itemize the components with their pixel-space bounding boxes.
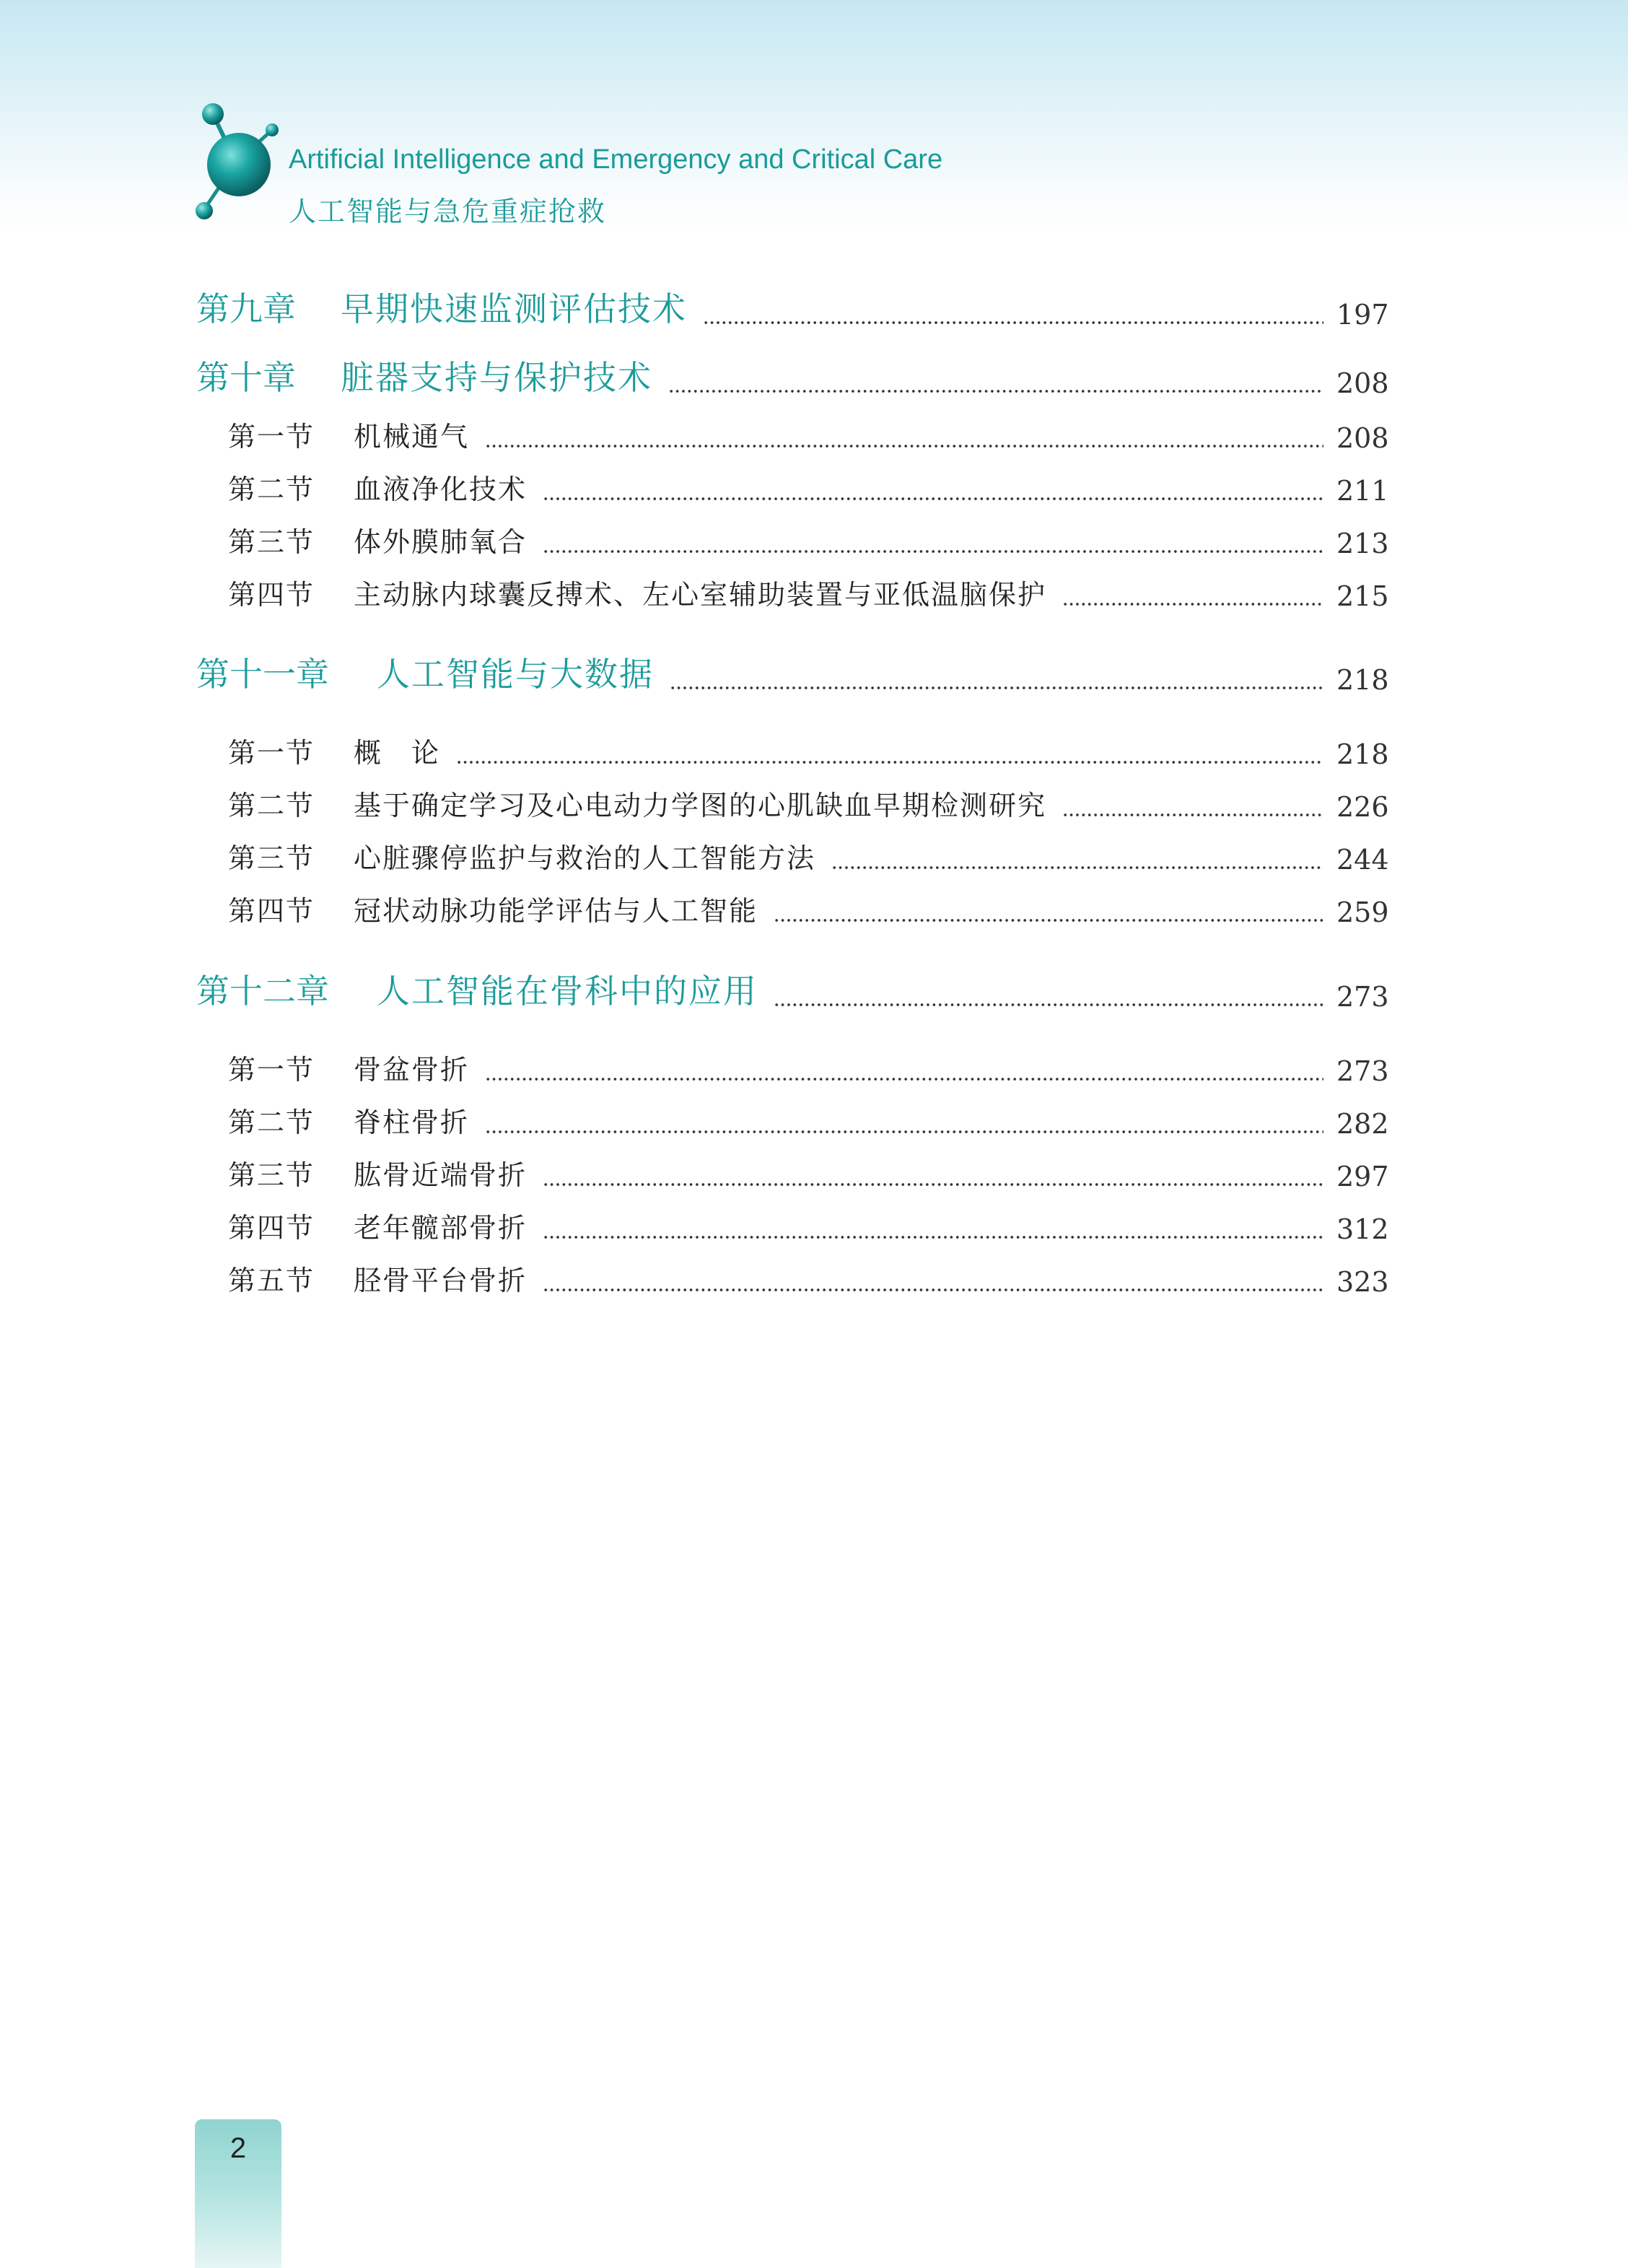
toc-chapter-10[interactable]	[196, 352, 1388, 399]
toc-section[interactable]	[228, 836, 1388, 876]
chapter-title: 脏器支持与保护技术	[341, 358, 652, 397]
chapter-title: 人工智能在骨科中的应用	[377, 972, 758, 1011]
page-number: 208	[1336, 367, 1389, 399]
page-number: 218	[1336, 738, 1389, 770]
dot-leader	[543, 549, 1323, 554]
section-title: 冠状动脉功能学评估与人工智能	[354, 895, 758, 927]
toc-chapter-9[interactable]	[196, 283, 1388, 331]
chapter-label: 第十二章	[196, 972, 329, 1011]
toc-section[interactable]	[228, 1205, 1388, 1245]
dot-leader	[670, 686, 1323, 690]
page-number: 226	[1336, 791, 1389, 823]
dot-leader	[1062, 813, 1323, 817]
dot-leader	[456, 760, 1323, 764]
page-number: 273	[1336, 1055, 1389, 1087]
dot-leader	[703, 320, 1323, 325]
dot-leader	[543, 1288, 1323, 1292]
page-number: 244	[1336, 844, 1389, 876]
molecule-icon	[184, 94, 292, 231]
page-number-tab	[195, 2119, 281, 2268]
section-title: 主动脉内球囊反搏术、左心室辅助装置与亚低温脑保护	[354, 579, 1047, 611]
section-label: 第二节	[228, 1107, 315, 1138]
dot-leader	[774, 918, 1323, 923]
dot-leader	[543, 497, 1323, 501]
toc-section[interactable]	[228, 572, 1388, 612]
toc-section[interactable]	[228, 467, 1388, 507]
toc-section[interactable]	[228, 1153, 1388, 1192]
toc-section[interactable]	[228, 414, 1388, 454]
chapter-label: 第十章	[196, 358, 296, 397]
page-number: 197	[1336, 299, 1389, 331]
page-number: 215	[1336, 580, 1389, 612]
page-number: 213	[1336, 528, 1389, 559]
chapter-label: 第十一章	[196, 655, 329, 694]
dot-leader	[485, 1130, 1323, 1134]
page-number: 323	[1336, 1266, 1389, 1298]
section-title: 骨盆骨折	[354, 1054, 470, 1086]
dot-leader	[543, 1182, 1323, 1187]
chapter-title: 早期快速监测评估技术	[341, 289, 687, 328]
section-title: 心脏骤停监护与救治的人工智能方法	[354, 842, 816, 874]
section-title: 老年髋部骨折	[354, 1212, 528, 1244]
section-title: 肱骨近端骨折	[354, 1159, 528, 1191]
section-label: 第三节	[228, 1159, 315, 1191]
toc-section[interactable]	[228, 1047, 1388, 1087]
section-label: 第四节	[228, 895, 315, 927]
toc-section[interactable]	[228, 889, 1388, 928]
toc-section[interactable]	[228, 1258, 1388, 1298]
chapter-title: 人工智能与大数据	[377, 655, 654, 694]
page-number: 259	[1336, 897, 1389, 928]
page-number: 312	[1336, 1213, 1389, 1245]
toc-chapter-12[interactable]	[196, 965, 1388, 1013]
page-number: 218	[1336, 664, 1389, 696]
page-number: 282	[1336, 1108, 1389, 1140]
page-number: 297	[1336, 1161, 1389, 1192]
dot-leader	[485, 444, 1323, 448]
toc-section[interactable]	[228, 520, 1388, 559]
toc-section[interactable]	[228, 730, 1388, 770]
section-label: 第一节	[228, 737, 315, 769]
page-number: 208	[1336, 422, 1389, 454]
dot-leader	[1062, 602, 1323, 606]
toc-section[interactable]	[228, 783, 1388, 823]
header-title-en: Artificial Intelligence and Emergency and Critical Care	[289, 144, 943, 175]
dot-leader	[831, 865, 1323, 870]
section-label: 第三节	[228, 842, 315, 874]
section-title: 概 论	[354, 737, 441, 769]
section-label: 第二节	[228, 474, 315, 505]
dot-leader	[543, 1235, 1323, 1239]
page-number: 273	[1336, 981, 1389, 1013]
page-number-footer: 2	[229, 2132, 247, 2164]
toc-chapter-11[interactable]	[196, 648, 1388, 696]
section-label: 第五节	[228, 1265, 315, 1296]
dot-leader	[485, 1077, 1323, 1081]
chapter-label: 第九章	[196, 289, 296, 328]
section-label: 第四节	[228, 579, 315, 611]
section-title: 脊柱骨折	[354, 1107, 470, 1138]
toc-section[interactable]	[228, 1100, 1388, 1140]
section-title: 机械通气	[354, 421, 470, 453]
section-label: 第一节	[228, 421, 315, 453]
section-title: 血液净化技术	[354, 474, 528, 505]
section-label: 第一节	[228, 1054, 315, 1086]
page-number: 211	[1336, 475, 1389, 507]
section-label: 第二节	[228, 790, 315, 821]
section-title: 基于确定学习及心电动力学图的心肌缺血早期检测研究	[354, 790, 1047, 821]
section-title: 胫骨平台骨折	[354, 1265, 528, 1296]
section-label: 第三节	[228, 526, 315, 558]
dot-leader	[668, 389, 1323, 393]
section-label: 第四节	[228, 1212, 315, 1244]
dot-leader	[774, 1003, 1323, 1007]
section-title: 体外膜肺氧合	[354, 526, 528, 558]
header-title-zh: 人工智能与急危重症抢救	[289, 196, 607, 227]
